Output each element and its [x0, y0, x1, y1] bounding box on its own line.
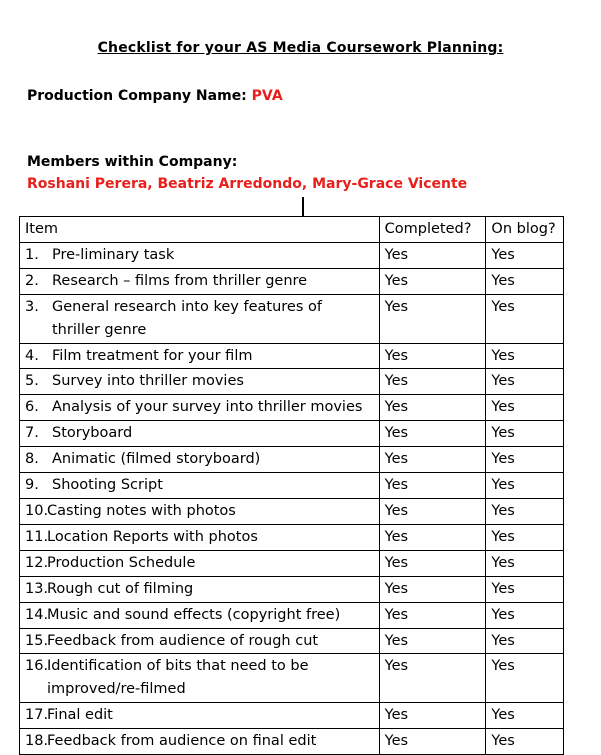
on-blog-cell: Yes — [486, 576, 564, 602]
on-blog-cell: Yes — [486, 242, 564, 268]
header-on-blog: On blog? — [486, 217, 564, 243]
header-completed: Completed? — [379, 217, 486, 243]
item-number: 4. — [25, 347, 39, 364]
completed-cell: Yes — [379, 703, 486, 729]
table-row — [20, 602, 564, 628]
item-cell — [20, 447, 380, 473]
table-row — [20, 242, 564, 268]
item-cell — [20, 473, 380, 499]
table-row — [20, 498, 564, 524]
item-text: General research into key features of thriller genre — [52, 298, 322, 338]
on-blog-cell: Yes — [486, 703, 564, 729]
item-text: Survey into thriller movies — [52, 373, 244, 390]
item-text: Feedback from audience on final edit — [47, 733, 317, 750]
item-cell — [20, 498, 380, 524]
item-text: Analysis of your survey into thriller movies — [52, 399, 363, 416]
item-number: 14. — [25, 606, 49, 623]
completed-cell: Yes — [379, 473, 486, 499]
on-blog-cell: Yes — [486, 729, 564, 755]
table-row — [20, 395, 564, 421]
item-cell — [20, 242, 380, 268]
on-blog-cell: Yes — [486, 294, 564, 343]
completed-cell: Yes — [379, 524, 486, 550]
completed-cell: Yes — [379, 654, 486, 703]
completed-cell: Yes — [379, 729, 486, 755]
table-row — [20, 524, 564, 550]
company-name: PVA — [251, 88, 283, 104]
page-title: Checklist for your AS Media Coursework Planning: — [97, 40, 504, 56]
item-text: Storyboard — [52, 425, 133, 442]
table-row — [20, 473, 564, 499]
item-cell — [20, 703, 380, 729]
completed-cell: Yes — [379, 294, 486, 343]
on-blog-cell: Yes — [486, 343, 564, 369]
item-text: Production Schedule — [47, 554, 196, 571]
item-cell — [20, 654, 380, 703]
members-names: Roshani Perera, Beatriz Arredondo, Mary-Grace Vicente — [27, 176, 468, 192]
completed-cell: Yes — [379, 369, 486, 395]
item-text: Animatic (filmed storyboard) — [52, 451, 261, 468]
item-cell — [20, 421, 380, 447]
item-cell — [20, 524, 380, 550]
completed-cell: Yes — [379, 395, 486, 421]
on-blog-cell: Yes — [486, 473, 564, 499]
completed-cell: Yes — [379, 550, 486, 576]
item-number: 12. — [25, 554, 49, 571]
item-cell — [20, 395, 380, 421]
item-text: Film treatment for your film — [52, 347, 253, 364]
item-text: Final edit — [47, 707, 113, 724]
item-text: Music and sound effects (copyright free) — [47, 606, 341, 623]
table-row — [20, 550, 564, 576]
table-row — [20, 421, 564, 447]
header-item: Item — [20, 217, 380, 243]
table-row — [20, 628, 564, 654]
table-row — [20, 703, 564, 729]
on-blog-cell: Yes — [486, 268, 564, 294]
on-blog-cell: Yes — [486, 498, 564, 524]
item-text: Identification of bits that need to be improved/re-filmed — [47, 658, 309, 698]
item-number: 2. — [25, 272, 39, 289]
company-line — [27, 88, 283, 104]
item-number: 11. — [25, 528, 49, 545]
item-cell — [20, 268, 380, 294]
item-cell — [20, 602, 380, 628]
item-number: 13. — [25, 580, 49, 597]
on-blog-cell: Yes — [486, 524, 564, 550]
table-row — [20, 343, 564, 369]
item-number: 8. — [25, 451, 39, 468]
item-text: Research – films from thriller genre — [52, 272, 308, 289]
completed-cell: Yes — [379, 498, 486, 524]
item-number: 3. — [25, 298, 39, 315]
item-text: Location Reports with photos — [47, 528, 258, 545]
on-blog-cell: Yes — [486, 421, 564, 447]
on-blog-cell: Yes — [486, 447, 564, 473]
members-label: Members within Company: — [27, 154, 238, 170]
table-row — [20, 294, 564, 343]
item-number: 15. — [25, 632, 49, 649]
completed-cell: Yes — [379, 242, 486, 268]
text-cursor — [302, 197, 304, 216]
item-number: 9. — [25, 477, 39, 494]
on-blog-cell: Yes — [486, 369, 564, 395]
table-header-row — [20, 217, 564, 243]
table-row — [20, 654, 564, 703]
item-number: 17. — [25, 707, 49, 724]
completed-cell: Yes — [379, 602, 486, 628]
completed-cell: Yes — [379, 421, 486, 447]
completed-cell: Yes — [379, 343, 486, 369]
item-cell — [20, 550, 380, 576]
item-cell — [20, 343, 380, 369]
table-row — [20, 268, 564, 294]
item-number: 6. — [25, 399, 39, 416]
on-blog-cell: Yes — [486, 628, 564, 654]
item-number: 10. — [25, 502, 49, 519]
item-number: 18. — [25, 733, 49, 750]
item-number: 16. — [25, 658, 49, 675]
item-cell — [20, 576, 380, 602]
completed-cell: Yes — [379, 628, 486, 654]
checklist-table — [19, 216, 564, 755]
item-number: 1. — [25, 246, 39, 263]
item-cell — [20, 294, 380, 343]
on-blog-cell: Yes — [486, 395, 564, 421]
item-text: Casting notes with photos — [47, 502, 236, 519]
on-blog-cell: Yes — [486, 654, 564, 703]
item-text: Pre-liminary task — [52, 246, 175, 263]
table-row — [20, 369, 564, 395]
company-label: Production Company Name: — [27, 88, 247, 104]
item-cell — [20, 369, 380, 395]
completed-cell: Yes — [379, 447, 486, 473]
item-cell — [20, 729, 380, 755]
completed-cell: Yes — [379, 576, 486, 602]
item-number: 7. — [25, 425, 39, 442]
table-row — [20, 447, 564, 473]
on-blog-cell: Yes — [486, 550, 564, 576]
item-text: Shooting Script — [52, 477, 163, 494]
item-text: Rough cut of filming — [47, 580, 194, 597]
item-cell — [20, 628, 380, 654]
table-row — [20, 729, 564, 755]
item-number: 5. — [25, 373, 39, 390]
on-blog-cell: Yes — [486, 602, 564, 628]
table-row — [20, 576, 564, 602]
completed-cell: Yes — [379, 268, 486, 294]
item-text: Feedback from audience of rough cut — [47, 632, 319, 649]
